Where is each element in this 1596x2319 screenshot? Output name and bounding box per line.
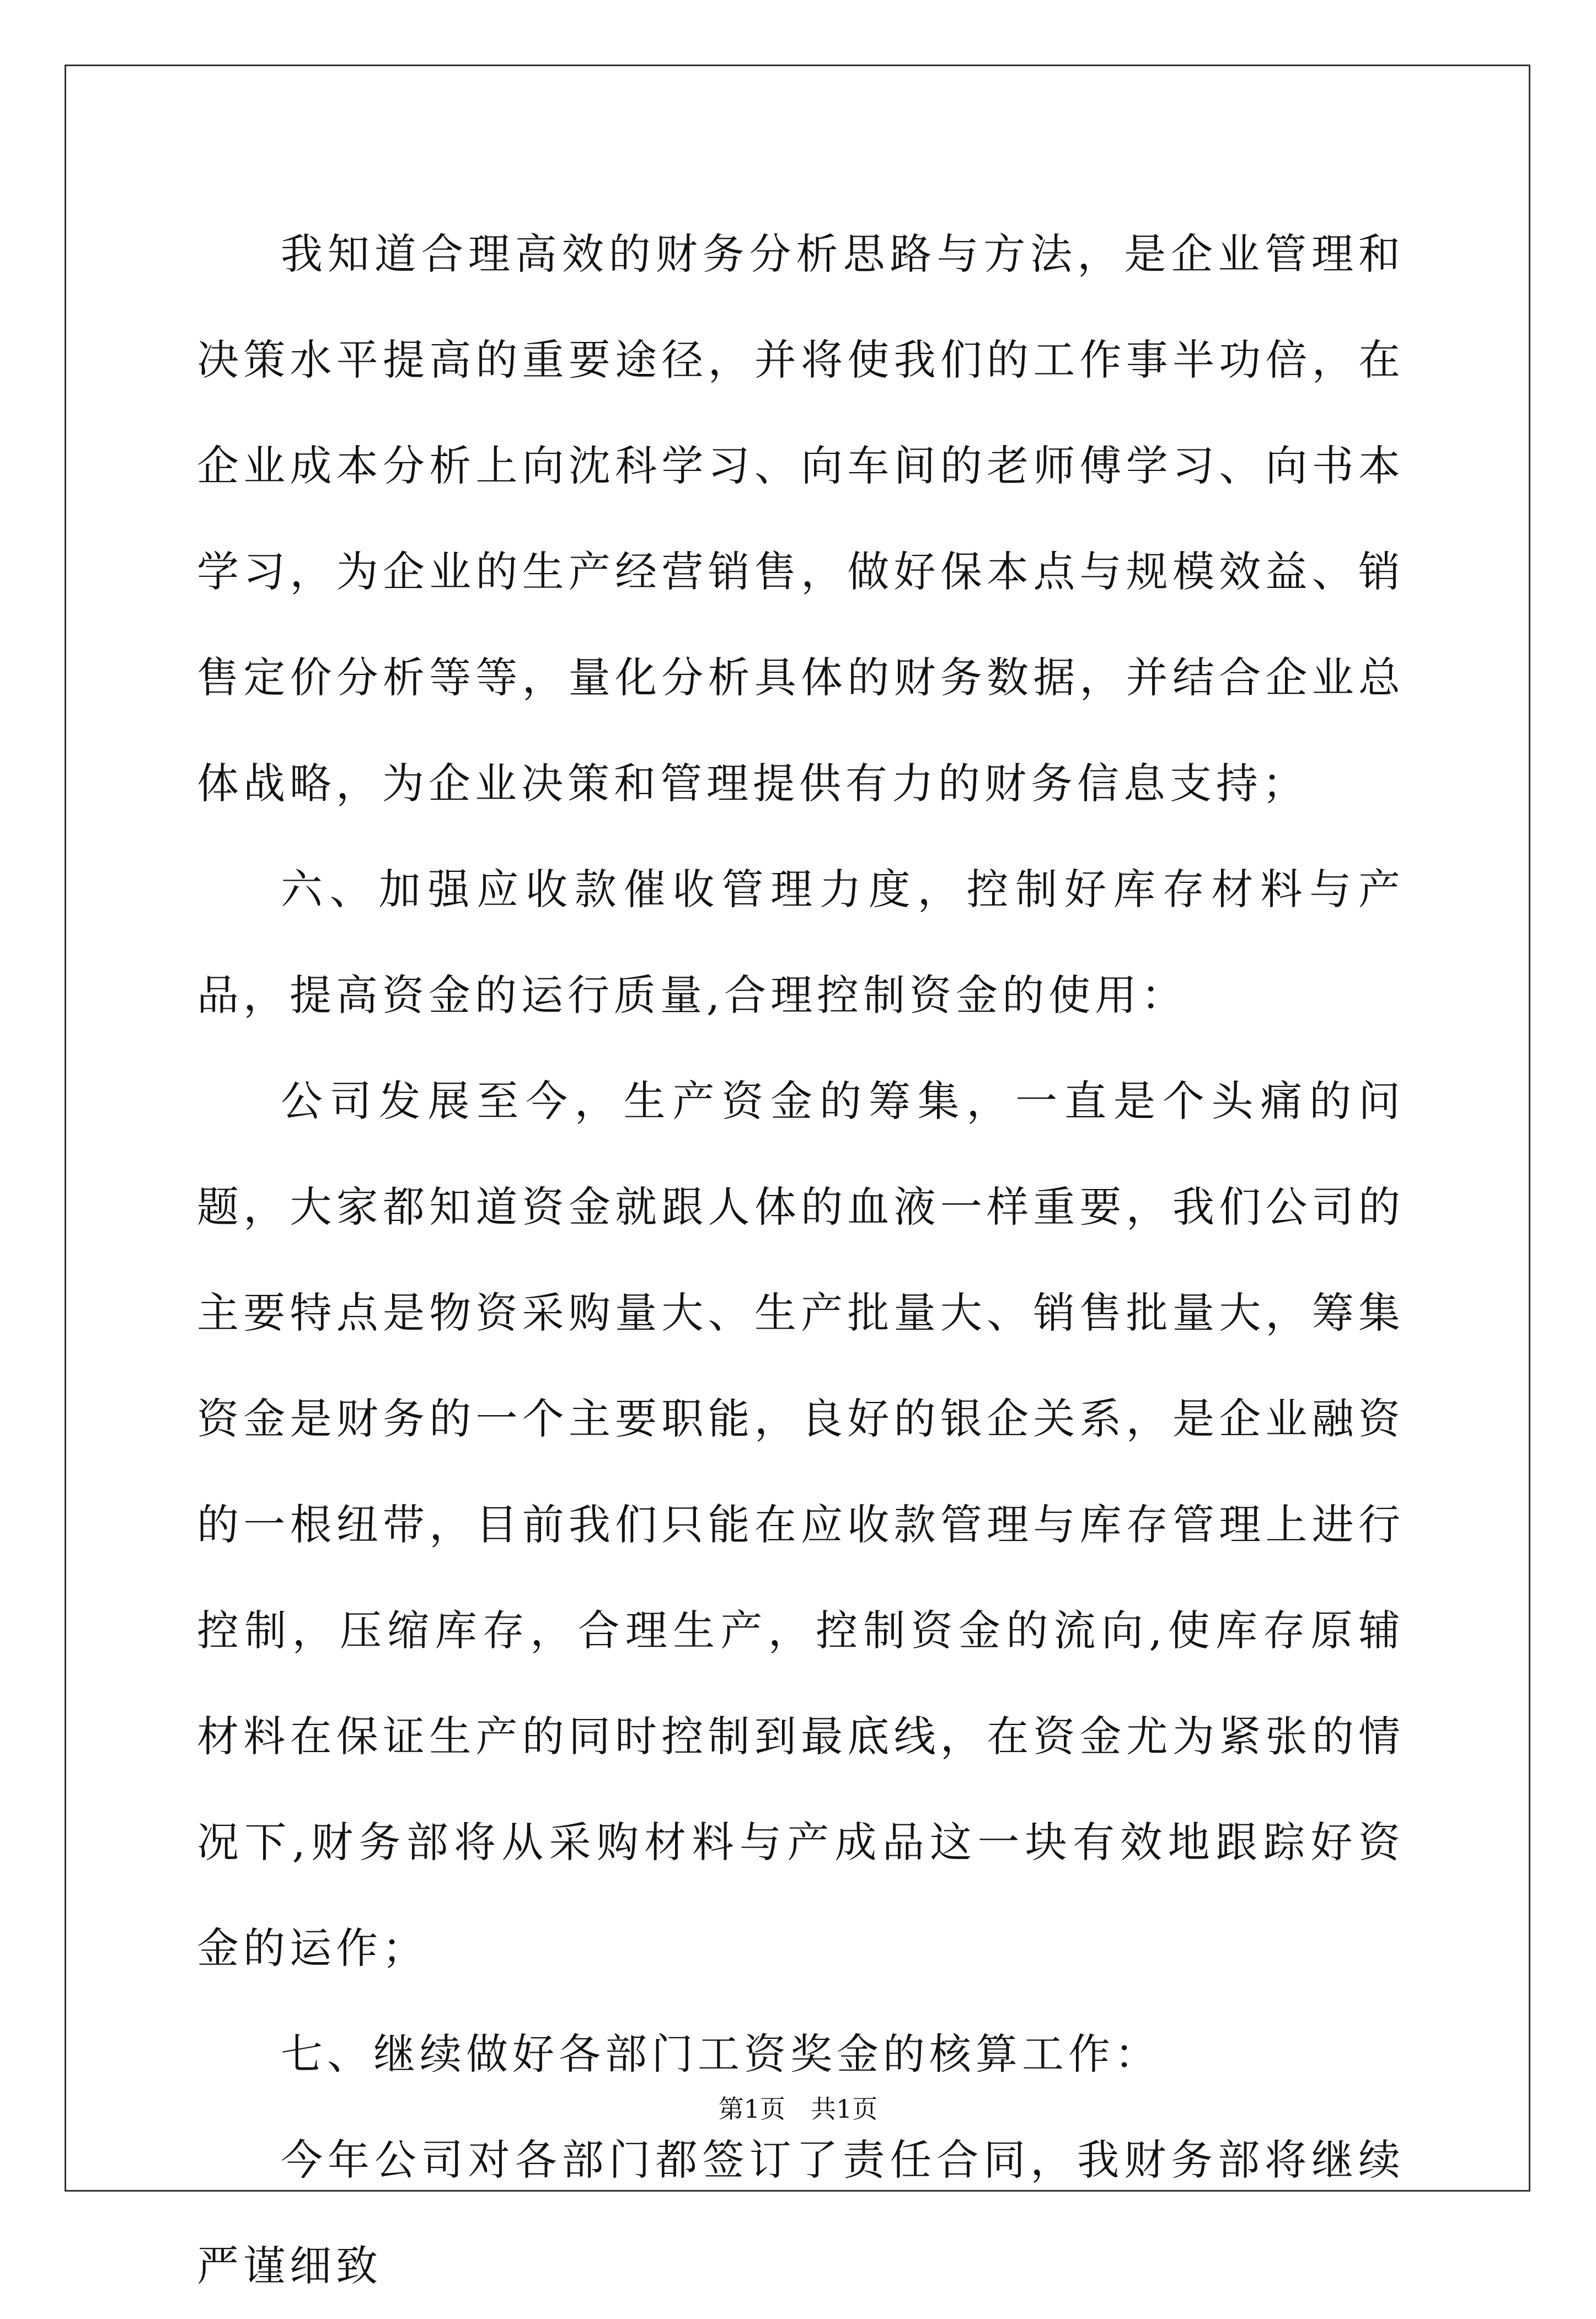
paragraph-heading-payroll: 七、继续做好各部门工资奖金的核算工作： bbox=[281, 2029, 1161, 2079]
paragraph-financial-analysis: 我知道合理高效的财务分析思路与方法，是企业管理和决策水平提高的重要途径，并将使我们的工作事半功倍，在企业成本分析上向沈科学习、向车间的老师傅学习、向书本学习，为企业的生产经营销售，做好保本点与规模效益、销售定价分析等等，量化分析具体的财务数据，并结合企业总体战略，为企业决策和管理提供有力的财务信息支持； bbox=[197, 229, 1405, 808]
document-body bbox=[197, 201, 1405, 2319]
paragraph-responsibility-contract: 今年公司对各部门都签订了责任合同，我财务部将继续严谨细致 bbox=[197, 2135, 1405, 2290]
paragraph-heading-receivables: 六、加强应收款催收管理力度，控制好库存材料与产品，提高资金的运行质量,合理控制资金的使用： bbox=[197, 865, 1405, 1020]
paragraph-capital-management: 公司发展至今，生产资金的筹集，一直是个头痛的问题，大家都知道资金就跟人体的血液一样重要，我们公司的主要特点是物资采购量大、生产批量大、销售批量大，筹集资金是财务的一个主要职能，良好的银企关系，是企业融资的一根纽带，目前我们只能在应收款管理与库存管理上进行控制，压缩库存，合理生产，控制资金的流向,使库存原辅材料在保证生产的同时控制到最底线，在资金尤为紧张的情况下,财务部将从采购材料与产成品这一块有效地跟踪好资金的运作； bbox=[197, 1077, 1405, 1973]
page-number-footer: 第1页 共1页 bbox=[718, 2094, 878, 2124]
